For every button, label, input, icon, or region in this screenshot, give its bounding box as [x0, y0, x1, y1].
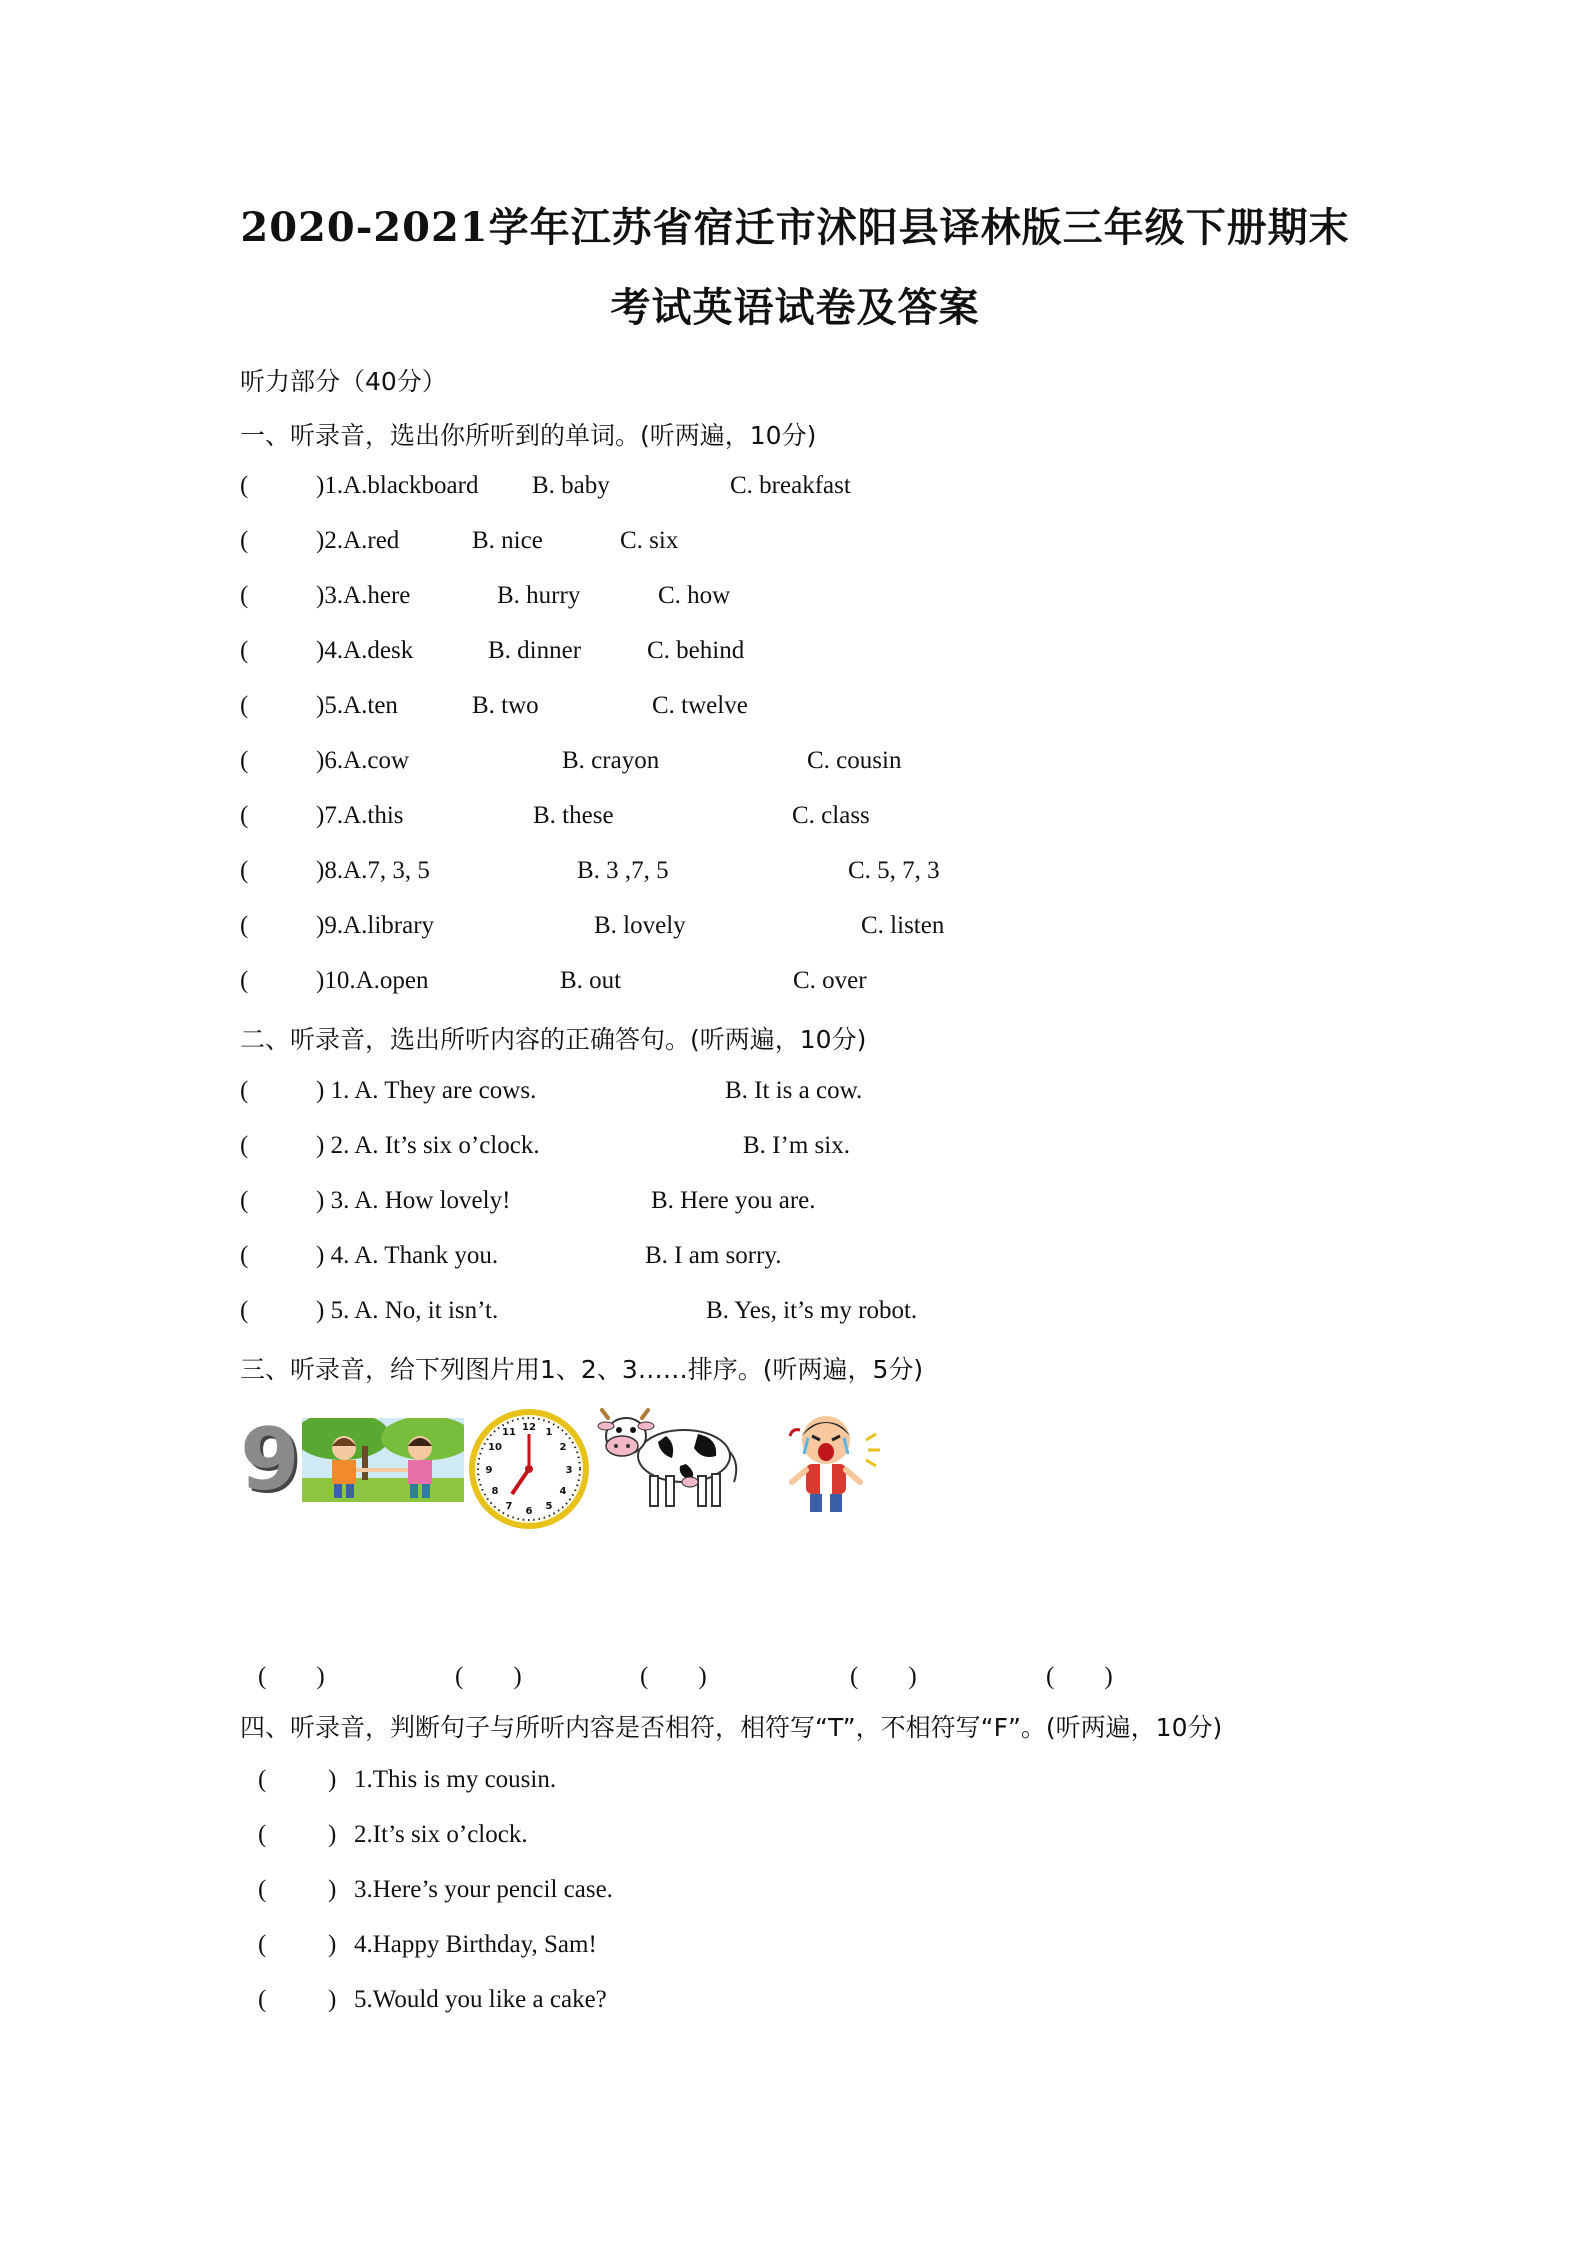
clock-picture — [468, 1408, 590, 1534]
question-option-c: C. listen — [861, 912, 945, 939]
answer-blank-open: ( — [240, 692, 249, 719]
listening-header: 听力部分（40分） — [240, 367, 447, 396]
answer-blank-open: ( — [258, 1986, 267, 2013]
clock-number: 2 — [559, 1442, 567, 1453]
answer-blank-close: ) — [328, 1986, 337, 2013]
question-option-b: B. out — [560, 967, 622, 994]
answer-option-a: ) 1. A. They are cows. — [316, 1077, 537, 1104]
answer-blank-open: ( — [240, 1242, 249, 1269]
question-option-c: C. six — [620, 527, 679, 554]
clock-number: 1 — [545, 1427, 553, 1438]
question-option-b: B. two — [472, 692, 539, 719]
question-option-b: B. these — [533, 802, 614, 829]
question-option-c: C. 5, 7, 3 — [848, 857, 940, 884]
question-option-a: )10.A.open — [316, 967, 429, 994]
question-option-a: )9.A.library — [316, 912, 435, 939]
answer-blank-open: ( — [258, 1766, 267, 1793]
answer-blank-open: ( — [240, 1077, 249, 1104]
answer-blank[interactable]: ( ) — [258, 1663, 325, 1690]
answer-blank-open: ( — [258, 1931, 267, 1958]
question-option-c: C. breakfast — [730, 472, 851, 499]
question-option-b: B. baby — [532, 472, 610, 499]
clock-number: 7 — [505, 1501, 513, 1512]
clock-icon — [468, 1408, 590, 1530]
question-option-b: B. crayon — [562, 747, 660, 774]
answer-option-b: B. Here you are. — [651, 1187, 816, 1214]
clock-number: 10 — [488, 1442, 502, 1453]
question-option-a: )3.A.here — [316, 582, 411, 609]
answer-blank-open: ( — [240, 747, 249, 774]
section2-heading: 二、听录音，选出所听内容的正确答句。(听两遍，10分) — [240, 1025, 867, 1054]
answer-blank-open: ( — [240, 1132, 249, 1159]
clock-number: 6 — [525, 1506, 533, 1517]
section1-heading: 一、听录音，选出你所听到的单词。(听两遍，10分) — [240, 421, 817, 450]
clock-number: 5 — [545, 1501, 553, 1512]
question-option-a: )2.A.red — [316, 527, 400, 554]
question-option-c: C. twelve — [652, 692, 748, 719]
answer-blank-close: ) — [328, 1766, 337, 1793]
crying-boy-picture — [772, 1410, 888, 1524]
question-option-b: B. lovely — [594, 912, 686, 939]
nine-digit: 9 — [240, 1410, 300, 1510]
clock-number: 3 — [565, 1465, 573, 1476]
question-option-a: )1.A.blackboard — [316, 472, 479, 499]
answer-blank-close: ) — [328, 1821, 337, 1848]
answer-blank-close: ) — [328, 1876, 337, 1903]
answer-blank[interactable]: ( ) — [850, 1663, 917, 1690]
answer-blank-open: ( — [240, 802, 249, 829]
answer-blank-open: ( — [240, 1187, 249, 1214]
question-option-a: )5.A.ten — [316, 692, 398, 719]
answer-option-a: ) 2. A. It’s six o’clock. — [316, 1132, 540, 1159]
answer-blank[interactable]: ( ) — [640, 1663, 707, 1690]
answer-option-b: B. Yes, it’s my robot. — [706, 1297, 918, 1324]
answer-blank[interactable]: ( ) — [455, 1663, 522, 1690]
section3-heading: 三、听录音，给下列图片用1、2、3……排序。(听两遍，5分) — [240, 1355, 924, 1384]
question-option-a: )7.A.this — [316, 802, 404, 829]
cow-picture — [594, 1404, 744, 1518]
question-option-b: B. dinner — [488, 637, 582, 664]
answer-blank-open: ( — [240, 637, 249, 664]
answer-option-a: ) 4. A. Thank you. — [316, 1242, 499, 1269]
answer-blank-open: ( — [240, 527, 249, 554]
answer-blank-open: ( — [240, 582, 249, 609]
answer-blank[interactable]: ( ) — [1046, 1663, 1113, 1690]
question-option-a: )6.A.cow — [316, 747, 410, 774]
two-girls-picture — [302, 1418, 464, 1506]
clock-number: 11 — [502, 1427, 516, 1438]
question-option-b: B. nice — [472, 527, 543, 554]
question-option-a: )4.A.desk — [316, 637, 414, 664]
statement-text: 1.This is my cousin. — [354, 1766, 557, 1793]
clock-number: 9 — [485, 1465, 493, 1476]
answer-blank-open: ( — [258, 1821, 267, 1848]
answer-blank-close: ) — [328, 1931, 337, 1958]
answer-blank-open: ( — [258, 1876, 267, 1903]
answer-option-b: B. I am sorry. — [645, 1242, 782, 1269]
crying-boy-icon — [772, 1410, 888, 1520]
clock-number: 12 — [522, 1422, 536, 1433]
clock-number: 8 — [491, 1486, 499, 1497]
statement-text: 5.Would you like a cake? — [354, 1986, 607, 2013]
answer-blank-open: ( — [240, 1297, 249, 1324]
question-option-c: C. behind — [647, 637, 745, 664]
question-option-a: )8.A.7, 3, 5 — [316, 857, 430, 884]
clock-number: 4 — [559, 1486, 567, 1497]
section4-heading: 四、听录音，判断句子与所听内容是否相符，相符写“T”，不相符写“F”。(听两遍，10分) — [240, 1713, 1223, 1742]
statement-text: 2.It’s six o’clock. — [354, 1821, 528, 1848]
answer-blank-open: ( — [240, 967, 249, 994]
question-option-c: C. cousin — [807, 747, 902, 774]
exam-title-line1: 2020-2021学年江苏省宿迁市沭阳县译林版三年级下册期末 — [240, 204, 1350, 251]
question-option-c: C. over — [793, 967, 867, 994]
question-option-b: B. hurry — [497, 582, 581, 609]
answer-option-b: B. I’m six. — [743, 1132, 850, 1159]
question-option-c: C. how — [658, 582, 731, 609]
number-nine-picture — [240, 1410, 302, 1510]
question-option-b: B. 3 ,7, 5 — [577, 857, 669, 884]
cow-icon — [594, 1404, 744, 1514]
question-option-c: C. class — [792, 802, 870, 829]
statement-text: 4.Happy Birthday, Sam! — [354, 1931, 597, 1958]
answer-option-b: B. It is a cow. — [725, 1077, 863, 1104]
answer-blank-open: ( — [240, 472, 249, 499]
statement-text: 3.Here’s your pencil case. — [354, 1876, 613, 1903]
answer-option-a: ) 3. A. How lovely! — [316, 1187, 511, 1214]
answer-blank-open: ( — [240, 857, 249, 884]
exam-title-line2: 考试英语试卷及答案 — [610, 284, 980, 331]
answer-blank-open: ( — [240, 912, 249, 939]
answer-option-a: ) 5. A. No, it isn’t. — [316, 1297, 499, 1324]
